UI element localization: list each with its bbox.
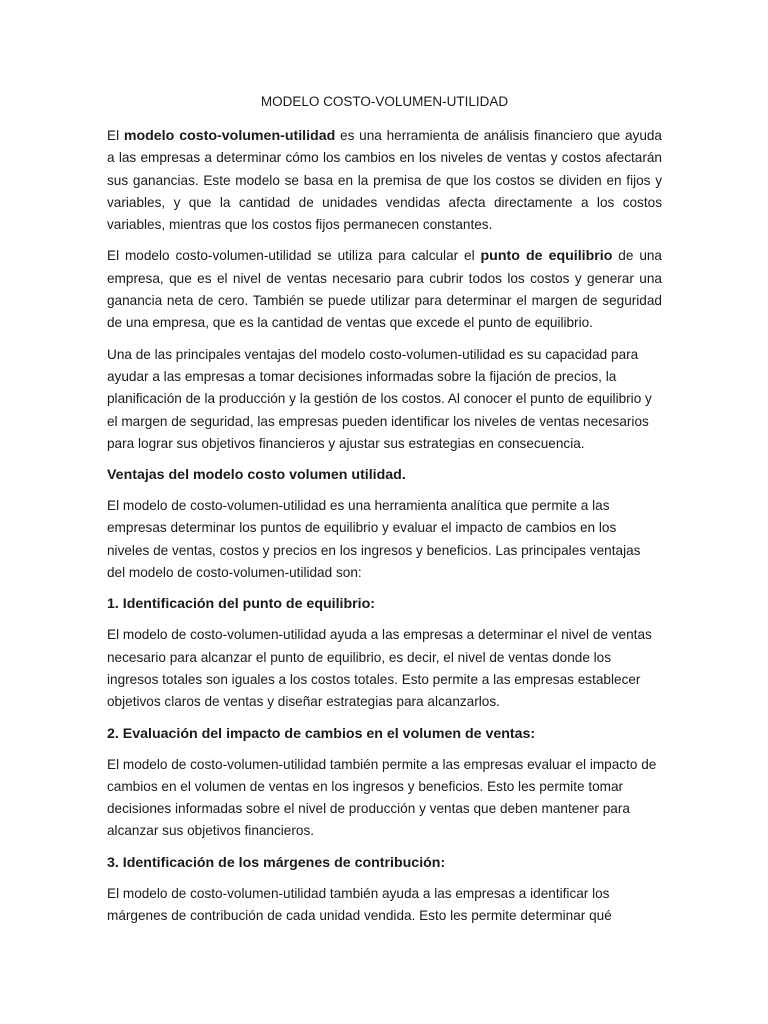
paragraph-intro-post: es una herramienta de análisis financiero que ayuda a las empresas a determinar cómo los cambios en los niveles de ventas y costos afectarán sus ganancias. Este modelo se basa en la premisa de que los costos se dividen en fijos y variables, y que la cantidad de unidades vendidas afecta directamente a los costos variables, mientras que los costos fijos permanecen constantes. bbox=[107, 128, 662, 233]
paragraph-intro-pre: El bbox=[107, 128, 124, 143]
paragraph-punto-equilibrio bbox=[107, 245, 662, 334]
paragraph-ventajas-intro: Una de las principales ventajas del modelo costo-volumen-utilidad es su capacidad para ayudar a las empresas a tomar decisiones informadas sobre la fijación de precios, la planificación de la producción y la gestión de los costos. Al conocer el punto de equilibrio y el margen de seguridad, las empresas pueden identificar los niveles de ventas necesarios para lograr sus objetivos financieros y ajustar sus estrategias en consecuencia. bbox=[107, 346, 652, 451]
heading-evaluacion-impacto: 2. Evaluación del impacto de cambios en el volumen de ventas: bbox=[107, 725, 536, 742]
heading-identificacion-punto-equilibrio: 1. Identificación del punto de equilibrio: bbox=[107, 596, 375, 613]
paragraph-evaluacion-impacto: El modelo de costo-volumen-utilidad también permite a las empresas evaluar el impacto de cambios en el volumen de ventas en los ingresos y beneficios. Esto les permite tomar decisiones informadas sobre el nivel de producción y ventas que deben mantener para alcanzar sus objetivos financieros. bbox=[107, 756, 657, 839]
paragraph-ventajas: El modelo de costo-volumen-utilidad es una herramienta analítica que permite a las empresas determinar los puntos de equilibrio y evaluar el impacto de cambios en los niveles de ventas, costos y precios en los ingresos y beneficios. Las principales ventajas del modelo de costo-volumen-utilidad son: bbox=[107, 498, 641, 581]
paragraph-punto-equilibrio-post: de una empresa, que es el nivel de ventas necesario para cubrir todos los costos y generar una ganancia neta de cero. También se puede utilizar para determinar el margen de seguridad de una empresa, que es la cantidad de ventas que excede el punto de equilibrio. bbox=[107, 248, 662, 331]
document-page bbox=[107, 94, 662, 936]
paragraph-margenes-contribucion: El modelo de costo-volumen-utilidad también ayuda a las empresas a identificar los márgenes de contribución de cada unidad vendida. Esto les permite determinar qué bbox=[107, 885, 612, 924]
heading-ventajas: Ventajas del modelo costo volumen utilidad. bbox=[107, 467, 406, 484]
term-punto-equilibrio: punto de equilibrio bbox=[480, 248, 613, 265]
paragraph-identificacion-punto-equilibrio: El modelo de costo-volumen-utilidad ayuda a las empresas a determinar el nivel de ventas necesario para alcanzar el punto de equilibrio, es decir, el nivel de ventas donde los ingresos totales son iguales a los costos totales. Esto permite a las empresas establecer objetivos claros de ventas y diseñar estrategias para alcanzarlos. bbox=[107, 627, 652, 710]
paragraph-intro bbox=[107, 125, 662, 236]
paragraph-punto-equilibrio-pre: El modelo costo-volumen-utilidad se utiliza para calcular el bbox=[107, 248, 481, 264]
document-title: MODELO COSTO-VOLUMEN-UTILIDAD bbox=[260, 94, 509, 109]
term-modelo-cvu: modelo costo-volumen-utilidad bbox=[123, 128, 336, 144]
heading-margenes-contribucion: 3. Identificación de los márgenes de contribución: bbox=[107, 854, 446, 871]
